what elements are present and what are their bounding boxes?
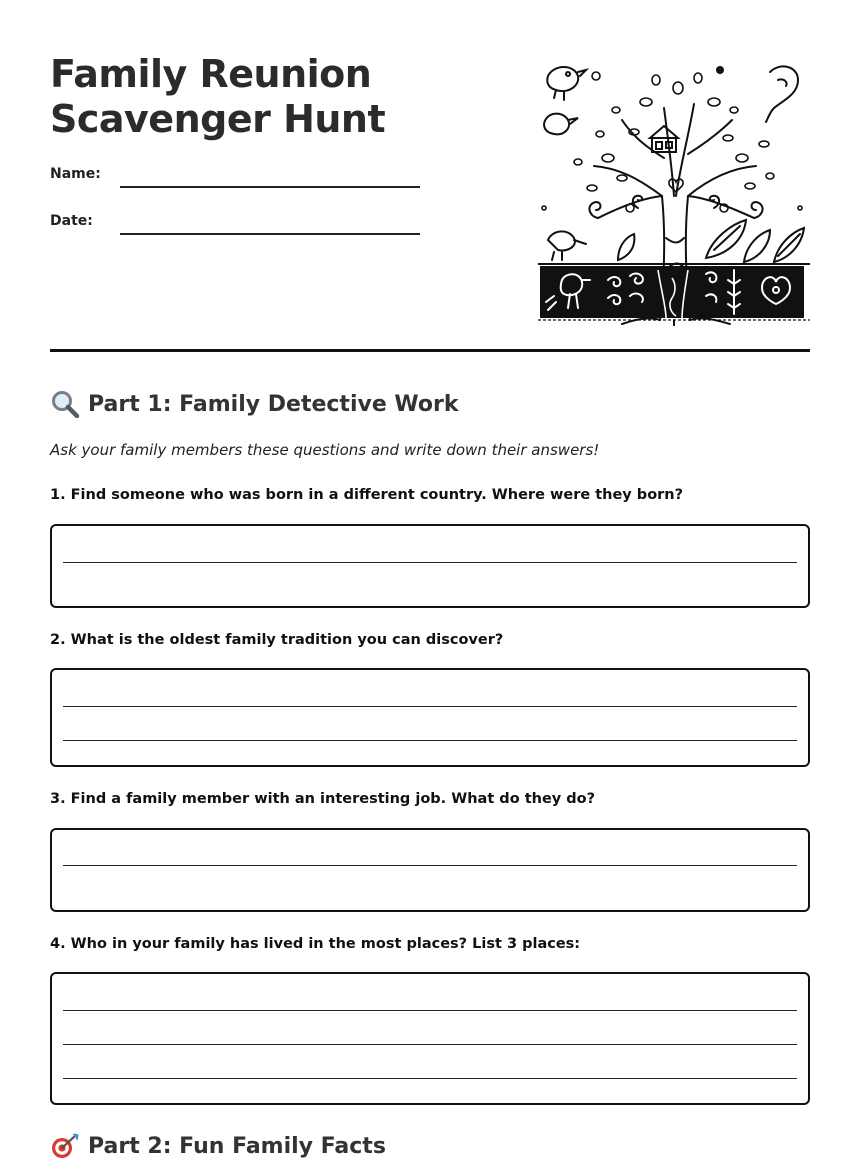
part2-title: Part 2: Fun Family Facts bbox=[88, 1133, 386, 1159]
answer-line[interactable] bbox=[63, 740, 797, 741]
date-write-line[interactable] bbox=[120, 233, 420, 235]
answer-line[interactable] bbox=[63, 1010, 797, 1011]
title-line-2: Scavenger Hunt bbox=[50, 97, 386, 141]
name-write-line[interactable] bbox=[120, 186, 420, 188]
page-title bbox=[50, 52, 470, 142]
answer-line[interactable] bbox=[63, 1078, 797, 1079]
answer-box-2[interactable] bbox=[50, 668, 810, 767]
part1-heading bbox=[50, 389, 458, 419]
name-label: Name: bbox=[50, 166, 101, 182]
magnifying-glass-icon bbox=[50, 390, 80, 418]
answer-box-3[interactable] bbox=[50, 828, 810, 912]
question-2: 2. What is the oldest family tradition you can discover? bbox=[50, 632, 504, 648]
title-line-1: Family Reunion bbox=[50, 52, 372, 96]
part1-intro: Ask your family members these questions and write down their answers! bbox=[50, 441, 600, 459]
answer-box-4[interactable] bbox=[50, 972, 810, 1105]
header-divider bbox=[50, 349, 810, 352]
answer-line[interactable] bbox=[63, 706, 797, 707]
name-field[interactable] bbox=[50, 166, 420, 196]
answer-box-1[interactable] bbox=[50, 524, 810, 608]
question-4: 4. Who in your family has lived in the most places? List 3 places: bbox=[50, 936, 581, 952]
question-3: 3. Find a family member with an interesting job. What do they do? bbox=[50, 791, 596, 807]
answer-line[interactable] bbox=[63, 865, 797, 866]
part2-heading bbox=[50, 1131, 386, 1161]
family-tree-illustration bbox=[538, 58, 810, 326]
answer-line[interactable] bbox=[63, 1044, 797, 1045]
date-field[interactable] bbox=[50, 213, 420, 243]
question-1: 1. Find someone who was born in a different country. Where were they born? bbox=[50, 487, 684, 503]
part1-title: Part 1: Family Detective Work bbox=[88, 391, 459, 417]
date-label: Date: bbox=[50, 213, 93, 229]
target-dart-icon bbox=[50, 1132, 80, 1160]
answer-line[interactable] bbox=[63, 562, 797, 563]
